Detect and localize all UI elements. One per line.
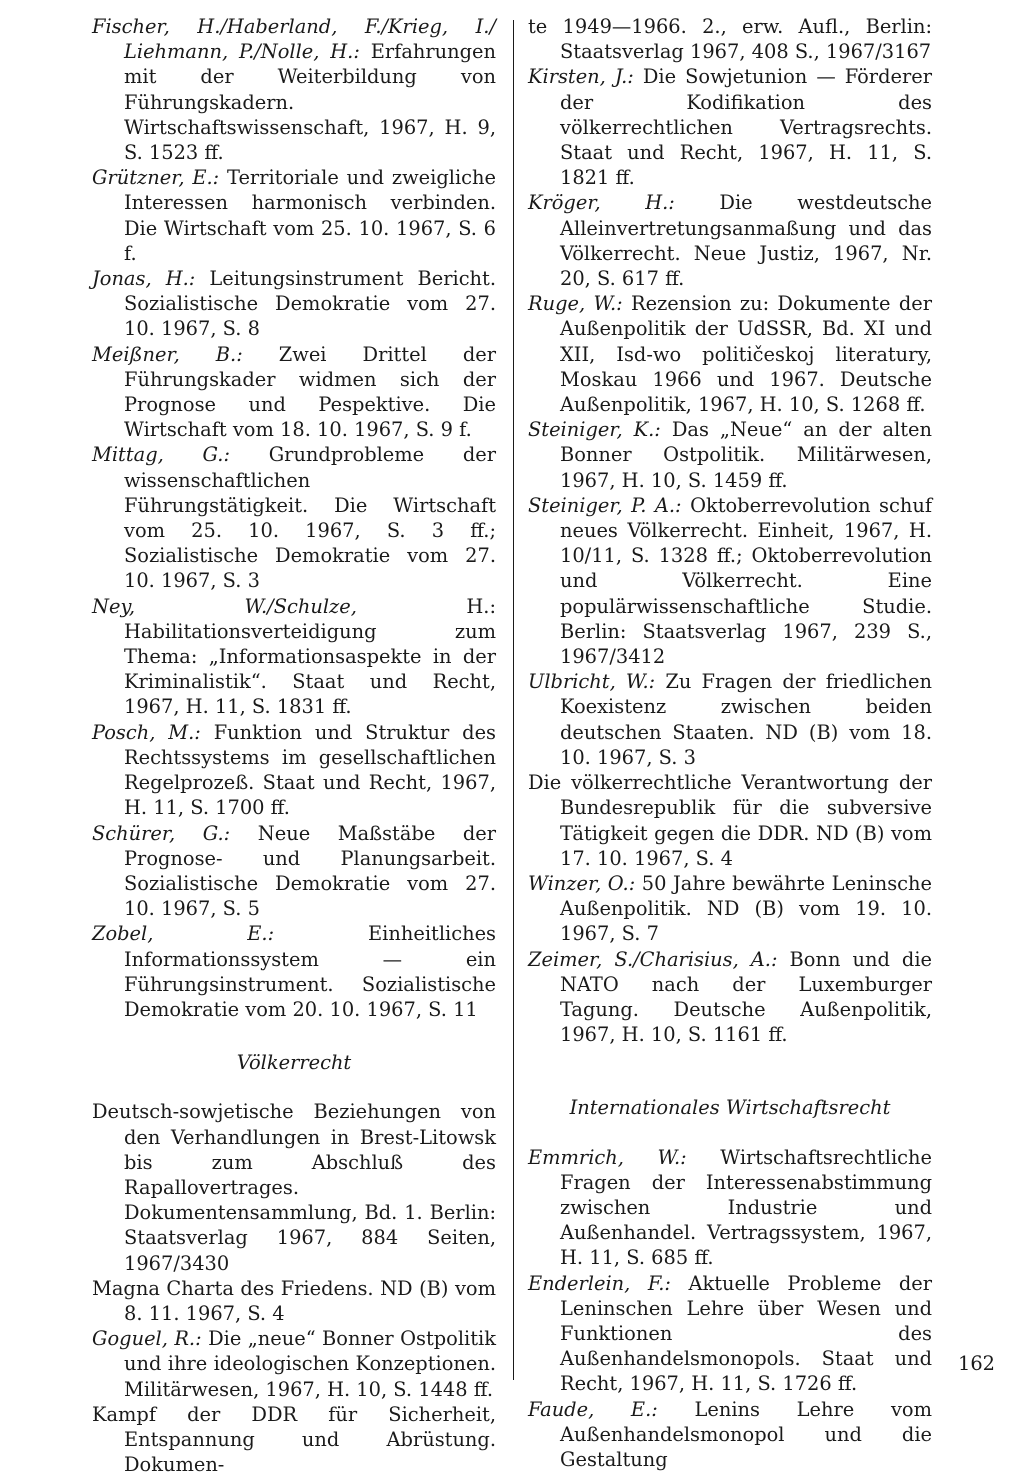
entry-text: Territoriale und zweigliche Interessen harmonisch verbinden. Die Wirtschaft vom 25. 10. 1967, S. 6 f. bbox=[124, 166, 497, 265]
bibliography-entry bbox=[92, 1402, 496, 1477]
entry-text: H.: Habilitationsverteidigung zum Thema: „Informationsaspekte in der Kriminalistik“. Staat und Recht, 1967, H. 11, S. 1831 ff. bbox=[124, 594, 496, 719]
section-heading-internationales-wirtschaftsrecht: Internationales Wirtschaftsrecht bbox=[569, 1096, 891, 1120]
page-number: 162 bbox=[958, 1352, 996, 1375]
section-heading-voelkerrecht: Völkerrecht bbox=[236, 1051, 352, 1075]
bibliography-entry bbox=[528, 190, 932, 291]
entry-text: Kampf der DDR für Sicherheit, Entspannung und Abrüstung. Dokumen- bbox=[92, 1402, 496, 1477]
entry-text: Neue Maßstäbe der Prognose- und Planungsarbeit. Sozialistische Demokratie vom 27. 10. 1967, S. 5 bbox=[124, 821, 497, 921]
bibliography-entry bbox=[92, 1099, 496, 1275]
bibliography-entry bbox=[92, 442, 496, 593]
entry-author: Ulbricht, W.: bbox=[528, 670, 656, 694]
entry-text: Das „Neue“ an der alten Bonner Ostpolitik. Militärwesen, 1967, H. 10, S. 1459 ff. bbox=[560, 418, 932, 492]
bibliography-entry bbox=[92, 342, 496, 443]
entry-text: Zwei Drittel der Führungskader widmen sich der Prognose und Pespektive. Die Wirtschaft vom 18. 10. 1967, S. 9 f. bbox=[124, 342, 497, 442]
entry-author: Fischer, H./Haberland, F./Krieg, I./ Liehmann, P./Nolle, H.: bbox=[92, 15, 496, 64]
entry-author: Steiniger, K.: bbox=[528, 418, 661, 442]
bibliography-entry bbox=[528, 1145, 932, 1271]
right-entries-group-b bbox=[528, 1145, 932, 1473]
left-column bbox=[92, 14, 496, 1477]
entry-author: Ruge, W.: bbox=[528, 292, 623, 316]
bibliography-entry bbox=[528, 417, 932, 493]
right-column bbox=[528, 14, 932, 1472]
entry-text: Leitungsinstrument Bericht. Sozialistische Demokratie vom 27. 10. 1967, S. 8 bbox=[124, 267, 497, 341]
bibliography-entry bbox=[92, 921, 496, 1022]
entry-text: Oktoberrevolution schuf neues Völkerrecht. Einheit, 1967, H. 10/11, S. 1328 ff.; Oktoberrevolution und Völkerrecht. Eine populärwissenschaftliche Studie. Berlin: Staatsverlag 1967, 239 S., 1967/3412 bbox=[560, 493, 932, 669]
entry-text: Magna Charta des Friedens. ND (B) vom 8. 11. 1967, S. 4 bbox=[92, 1276, 496, 1325]
entry-text: te 1949—1966. 2., erw. Aufl., Berlin: Staatsverlag 1967, 408 S., 1967/3167 bbox=[528, 15, 932, 64]
entry-text: Wirtschaftsrechtliche Fragen der Interessenabstimmung zwischen Industrie und Außenhandel. Vertragssystem, 1967, H. 11, S. 685 ff. bbox=[560, 1145, 932, 1270]
bibliography-entry bbox=[528, 493, 932, 669]
bibliography-entry bbox=[92, 1276, 496, 1326]
entry-author: Jonas, H.: bbox=[92, 267, 196, 291]
bibliography-entry bbox=[528, 14, 932, 64]
entry-author: Schürer, G.: bbox=[92, 821, 231, 845]
bibliography-entry bbox=[92, 1326, 496, 1402]
entry-text: Die „neue“ Bonner Ostpolitik und ihre ideologischen Konzeptionen. Militärwesen, 1967, H. 10, S. 1448 ff. bbox=[124, 1327, 496, 1401]
entry-author: Posch, M.: bbox=[92, 720, 201, 744]
entry-text: Die westdeutsche Alleinvertretungsanmaßung und das Völkerrecht. Neue Justiz, 1967, Nr. 20, S. 617 ff. bbox=[560, 191, 932, 291]
entry-author: Zeimer, S./Charisius, A.: bbox=[528, 947, 778, 971]
bibliography-entry bbox=[528, 1397, 932, 1473]
left-entries-group-b bbox=[92, 1099, 496, 1477]
entry-author: Mittag, G.: bbox=[92, 443, 230, 467]
bibliography-entry bbox=[92, 720, 496, 821]
right-entries-group-a bbox=[528, 14, 932, 1047]
bibliography-entry bbox=[528, 871, 932, 947]
entry-text: Einheitliches Informationssystem — ein Führungsinstrument. Sozialistische Demokratie vom 20. 10. 1967, S. 11 bbox=[124, 922, 496, 1021]
entry-text: Lenins Lehre vom Außenhandelsmonopol und die Gestaltung bbox=[560, 1397, 932, 1471]
bibliography-entry bbox=[528, 770, 932, 871]
entry-author: Goguel, R.: bbox=[92, 1327, 202, 1351]
entry-author: Emmrich, W.: bbox=[528, 1145, 687, 1169]
entry-author: Meißner, B.: bbox=[92, 342, 243, 366]
entry-author: Enderlein, F.: bbox=[528, 1271, 671, 1295]
bibliography-entry bbox=[92, 266, 496, 342]
bibliography-entry bbox=[528, 291, 932, 417]
entry-text: Erfahrungen mit der Weiterbildung von Führungskadern. Wirtschaftswissenschaft, 1967, H. 9, S. 1523 ff. bbox=[124, 40, 496, 165]
entry-author: Kirsten, J.: bbox=[528, 65, 634, 89]
entry-text: 50 Jahre bewährte Leninsche Außenpolitik. ND (B) vom 19. 10. 1967, S. 7 bbox=[560, 871, 932, 946]
entry-text: Funktion und Struktur des Rechtssystems im gesellschaftlichen Regelprozeß. Staat und Recht, 1967, H. 11, S. 1700 ff. bbox=[124, 720, 496, 820]
bibliography-entry bbox=[92, 594, 496, 720]
bibliography-entry bbox=[528, 1271, 932, 1397]
entry-author: Ney, W./Schulze, bbox=[92, 594, 357, 618]
entry-text: Zu Fragen der friedlichen Koexistenz zwischen beiden deutschen Staaten. ND (B) vom 18. 10. 1967, S. 3 bbox=[560, 670, 932, 769]
bibliography-entry bbox=[528, 64, 932, 190]
entry-text: Bonn und die NATO nach der Luxemburger Tagung. Deutsche Außenpolitik, 1967, H. 10, S. 1161 ff. bbox=[560, 947, 932, 1047]
bibliography-entry bbox=[92, 821, 496, 922]
entry-author: Kröger, H.: bbox=[528, 191, 675, 215]
entry-author: Zobel, E.: bbox=[92, 922, 275, 946]
bibliography-entry bbox=[92, 14, 496, 165]
entry-author: Faude, E.: bbox=[528, 1397, 658, 1421]
entry-author: Steiniger, P. A.: bbox=[528, 493, 682, 517]
bibliography-entry bbox=[528, 947, 932, 1048]
entry-text: Rezension zu: Dokumente der Außenpolitik der UdSSR, Bd. XI und XII, Isd-wo političeskoj literatury, Moskau 1966 und 1967. Deutsche Außenpolitik, 1967, H. 10, S. 1268 ff. bbox=[560, 292, 932, 417]
left-entries-group-a bbox=[92, 14, 496, 1022]
bibliography-entry bbox=[528, 669, 932, 770]
entry-text: Die völkerrechtliche Verantwortung der Bundesrepublik für die subversive Tätigkeit gegen die DDR. ND (B) vom 17. 10. 1967, S. 4 bbox=[528, 771, 932, 870]
column-divider bbox=[513, 20, 514, 1380]
entry-text: Deutsch-sowjetische Beziehungen von den Verhandlungen in Brest-Litowsk bis zum Abschluß des Rapallovertrages. Dokumentensammlung, Bd. 1. Berlin: Staatsverlag 1967, 884 Seiten, 1967/3430 bbox=[92, 1100, 496, 1275]
entry-text: Grundprobleme der wissenschaftlichen Führungstätigkeit. Die Wirtschaft vom 25. 10. 1967, S. 3 ff.; Sozialistische Demokratie vom 27. 10. 1967, S. 3 bbox=[124, 443, 497, 593]
entry-author: Grützner, E.: bbox=[92, 166, 220, 190]
entry-text: Die Sowjetunion — Förderer der Kodifikation des völkerrechtlichen Vertragsrechts. Staat und Recht, 1967, H. 11, S. 1821 ff. bbox=[560, 65, 932, 190]
bibliography-entry bbox=[92, 165, 496, 266]
entry-author: Winzer, O.: bbox=[528, 871, 636, 895]
entry-text: Aktuelle Probleme der Leninschen Lehre über Wesen und Funktionen des Außenhandelsmonopols. Staat und Recht, 1967, H. 11, S. 1726 ff. bbox=[560, 1271, 932, 1396]
